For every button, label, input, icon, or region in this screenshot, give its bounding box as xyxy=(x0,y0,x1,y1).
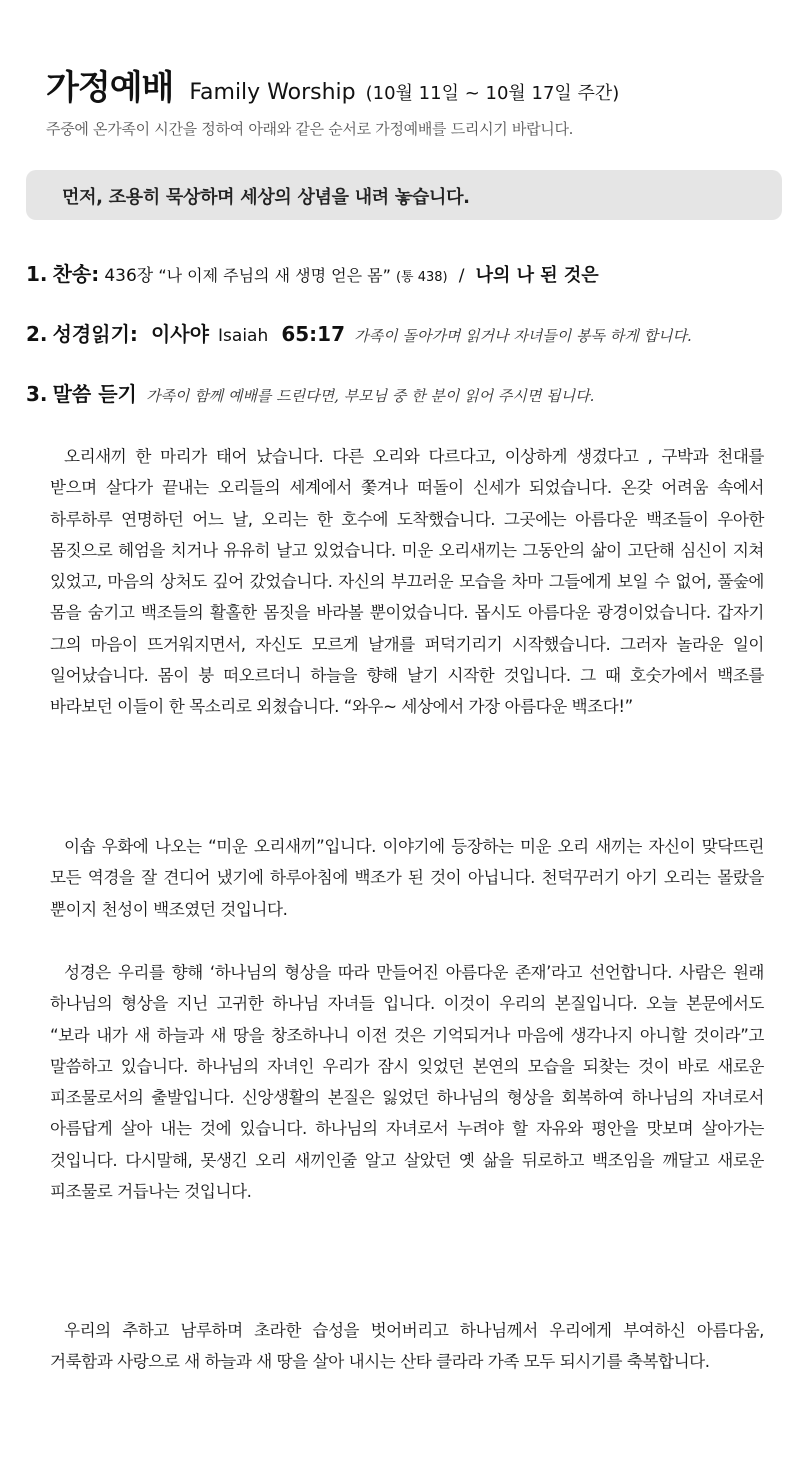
banner-text: 먼저, 조용히 묵상하며 세상의 상념을 내려 놓습니다. xyxy=(62,187,470,208)
item-sermon xyxy=(26,378,594,407)
hymn-alt-number: (통 438) xyxy=(395,270,448,285)
item-number: 1. xyxy=(26,262,48,286)
sermon-paragraph: 오리새끼 한 마리가 태어 났습니다. 다른 오리와 다르다고, 이상하게 생겼다고 , 구박과 천대를 받으며 살다가 끝내는 오리들의 세계에서 쫓겨나 떠돌이 신세가 되었습니다. 온갖 어려움 속에서 하루하루 연명하던 어느 날, 오리는 한 호수에 도착했습니다. 그곳에는 아름다운 백조들이 우아한 몸짓으로 헤엄을 치거나 유유히 날고 있었습니다. 미운 오리새끼는 그동안의 삶이 고단해 심신이 지쳐 있었고, 마음의 상처도 깊어 갔었습니다. 자신의 부끄러운 모습을 차마 그들에게 보일 수 없어, 풀숲에 몸을 숨기고 백조들의 활홀한 몸짓을 바라볼 뿐이었습니다. 몹시도 아름다운 광경이었습니다. 갑자기 그의 마음이 뜨거워지면서, 자신도 모르게 날개를 퍼덕기리기 시작했습니다. 그러자 놀라운 일이 일어났습니다. 몸이 붕 떠오르더니 하늘을 향해 날기 시작한 것입니다. 그 때 호숫가에서 백조를 바라보던 이들이 한 목소리로 외쳤습니다. “와우~ 세상에서 가장 아름다운 백조다!” xyxy=(50,447,764,717)
book-korean: 이사야 xyxy=(150,322,209,346)
sermon-paragraph: 성경은 우리를 향해 ‘하나님의 형상을 따라 만들어진 아름다운 존재’라고 선언합니다. 사람은 원래 하나님의 형상을 지닌 고귀한 하나님 자녀들 입니다. 이것이 우리의 본질입니다. 오늘 본문에서도 “보라 내가 새 하늘과 새 땅을 창조하나니 이전 것은 기억되거나 마음에 생각나지 아니할 것이라”고 말씀하고 있습니다. 하나님의 자녀인 우리가 잠시 잊었던 본연의 모습을 되찾는 것이 바로 새로운 피조물로서의 출발입니다. 신앙생활의 본질은 잃었던 하나님의 형상을 회복하여 하나님의 자녀로서 아름답게 살아 내는 것에 있습니다. 하나님의 자녀로서 누려야 할 자유와 평안을 맛보며 살아가는 것입니다. 다시말해, 못생긴 오리 새끼인줄 알고 살았던 옛 삶을 뒤로하고 백조임을 깨달고 새로운 피조물로 거듭나는 것입니다. xyxy=(50,963,764,1202)
date-range: (10월 11일 ~ 10월 17일 주간) xyxy=(365,83,620,104)
item-number: 2. xyxy=(26,322,48,346)
item-number: 3. xyxy=(26,382,48,406)
title-row xyxy=(46,60,619,109)
item-instruction: 가족이 돌아가며 읽거나 자녀들이 봉독 하게 합니다. xyxy=(354,327,692,345)
item-label: 말씀 듣기 xyxy=(52,382,137,406)
item-scripture xyxy=(26,318,692,347)
scripture-reference: 65:17 xyxy=(281,322,346,346)
meditation-banner xyxy=(26,170,782,220)
item-hymn xyxy=(26,258,599,287)
page-title-english: Family Worship xyxy=(189,80,356,105)
book-english: Isaiah xyxy=(218,326,269,346)
hymn-title: “나 이제 주님의 새 생명 얻은 몸” xyxy=(158,266,391,285)
item-instruction: 가족이 함께 예배를 드린다면, 부모님 중 한 분이 읽어 주시면 됩니다. xyxy=(145,387,595,405)
sermon-paragraph: 이솝 우화에 나오는 “미운 오리새끼”입니다. 이야기에 등장하는 미운 오리 새끼는 자신이 맞닥뜨린 모든 역경을 잘 견디어 냈기에 하루아침에 백조가 된 것이 아닙니다. 천덕꾸러기 아기 오리는 몰랐을 뿐이지 천성이 백조였던 것입니다. xyxy=(50,837,764,919)
page-title: 가정예배 xyxy=(46,68,174,108)
hymn-number: 436장 xyxy=(104,266,154,286)
item-label: 성경읽기: xyxy=(52,322,138,346)
separator: / xyxy=(458,266,465,286)
item-label: 찬송: xyxy=(52,262,100,286)
page-subtitle: 주중에 온가족이 시간을 정하여 아래와 같은 순서로 가정예배를 드리시기 바랍니다. xyxy=(46,120,574,138)
sermon-paragraph: 우리의 추하고 남루하며 초라한 습성을 벗어버리고 하나님께서 우리에게 부여하신 아름다움, 거룩함과 사랑으로 새 하늘과 새 땅을 살아 내시는 산타 클라라 가족 모두 되시기를 축복합니다. xyxy=(50,1321,764,1372)
hymn-title-2: 나의 나 된 것은 xyxy=(475,265,599,286)
